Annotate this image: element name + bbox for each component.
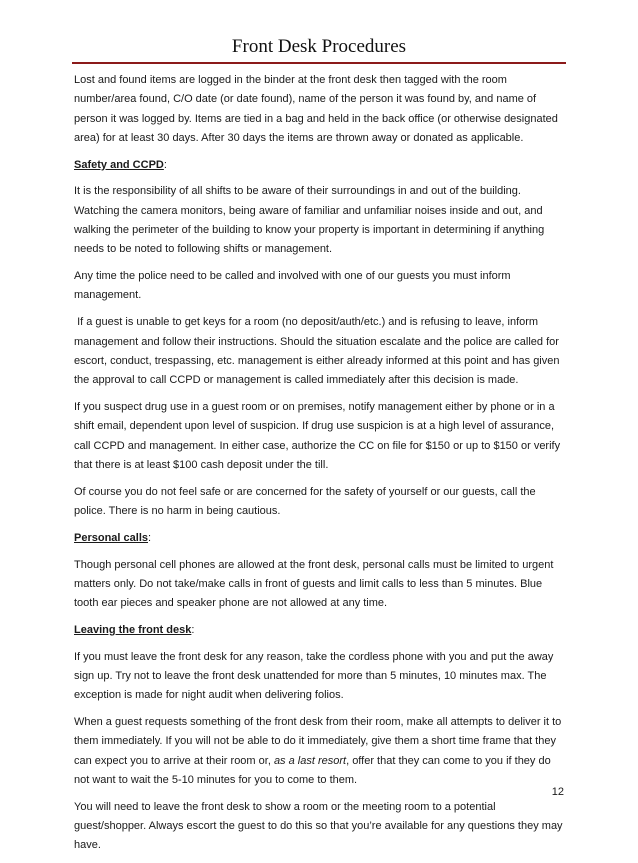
paragraph-safety-5: Of course you do not feel safe or are concerned for the safety of yourself or our guests, call the police. There is no harm in being cautious.	[74, 485, 536, 517]
heading-colon: :	[148, 531, 152, 544]
paragraph-leaving-1: If you must leave the front desk for any reason, take the cordless phone with you and put the away sign up. Try not to leave the front desk unattended for more than 5 minutes, 10 minutes max. The exception is made for night audit when delivering folios.	[74, 650, 554, 702]
page-content	[74, 71, 566, 863]
heading-colon: :	[163, 158, 167, 171]
page-title: Front Desk Procedures	[231, 36, 407, 57]
paragraph-personal-1: Though personal cell phones are allowed at the front desk, personal calls must be limited to urgent matters only. Do not take/make calls in front of guests and limit calls to less than 5 minutes. Blue tooth ear pieces and speaker phone are not allowed at any time.	[74, 558, 554, 610]
paragraph-leaving-2-part-a: When a guest requests something of the front desk from their room, make all attempts to deliver it to them immediately. If you will not be able to do it immediately, give them a short time frame that they can expect you to arrive at their room or,	[74, 716, 562, 767]
heading-personal-text: Personal calls	[74, 531, 148, 544]
paragraph-lost-found: Lost and found items are logged in the binder at the front desk then tagged with the room number/area found, C/O date (or date found), name of the person it was found by, and name of person it was logged by. Items are tied in a bag and held in the back office (or otherwise designated area) for at least 30 days. After 30 days the items are thrown away or donated as applicable.	[74, 74, 558, 144]
paragraph-safety-3: If a guest is unable to get keys for a room (no deposit/auth/etc.) and is refusing to leave, inform management and follow their instructions. Should the situation escalate and the police are called for escort, conduct, trespassing, etc. management is either already informed at this point and has given the approval to call CCPD or management is called immediately after this decision is made.	[74, 316, 563, 387]
section-heading-safety	[74, 156, 566, 175]
paragraph-safety-2: Any time the police need to be called and involved with one of our guests you must inform management.	[74, 270, 511, 302]
paragraph-leaving-2	[74, 713, 566, 790]
heading-leaving-text: Leaving the front desk	[74, 623, 192, 636]
heading-safety-text: Safety and CCPD	[74, 158, 164, 171]
page-number: 12	[551, 786, 564, 798]
paragraph-leaving-3: You will need to leave the front desk to show a room or the meeting room to a potential guest/shopper. Always escort the guest to do this so that you’re available for any questions they may have.	[74, 800, 563, 852]
paragraph-safety-4: If you suspect drug use in a guest room or on premises, notify management either by phone or in a shift email, dependent upon level of suspicion. If drug use suspicion is at a high level of assurance, call CCPD and management. In either case, authorize the CC on file for $150 or up to $150 or verify that there is at least $100 cash deposit under the till.	[74, 400, 561, 471]
paragraph-leaving-2-emphasis: as a last resort	[273, 754, 347, 767]
section-heading-leaving	[74, 621, 566, 640]
paragraph-leaving-2-part-c: , offer that they can come to you if they do not want to wait the 5-10 minutes for you to come to them.	[74, 754, 551, 786]
heading-colon: :	[191, 623, 195, 636]
header-rule	[72, 62, 566, 64]
paragraph-safety-1: It is the responsibility of all shifts to be aware of their surroundings in and out of the building. Watching the camera monitors, being aware of familiar and unfamiliar noises inside and out, and walking the perimeter of the building to know your property is important in determining if anything needs to be noted to following shifts or management.	[74, 185, 545, 256]
section-heading-personal	[74, 529, 566, 548]
